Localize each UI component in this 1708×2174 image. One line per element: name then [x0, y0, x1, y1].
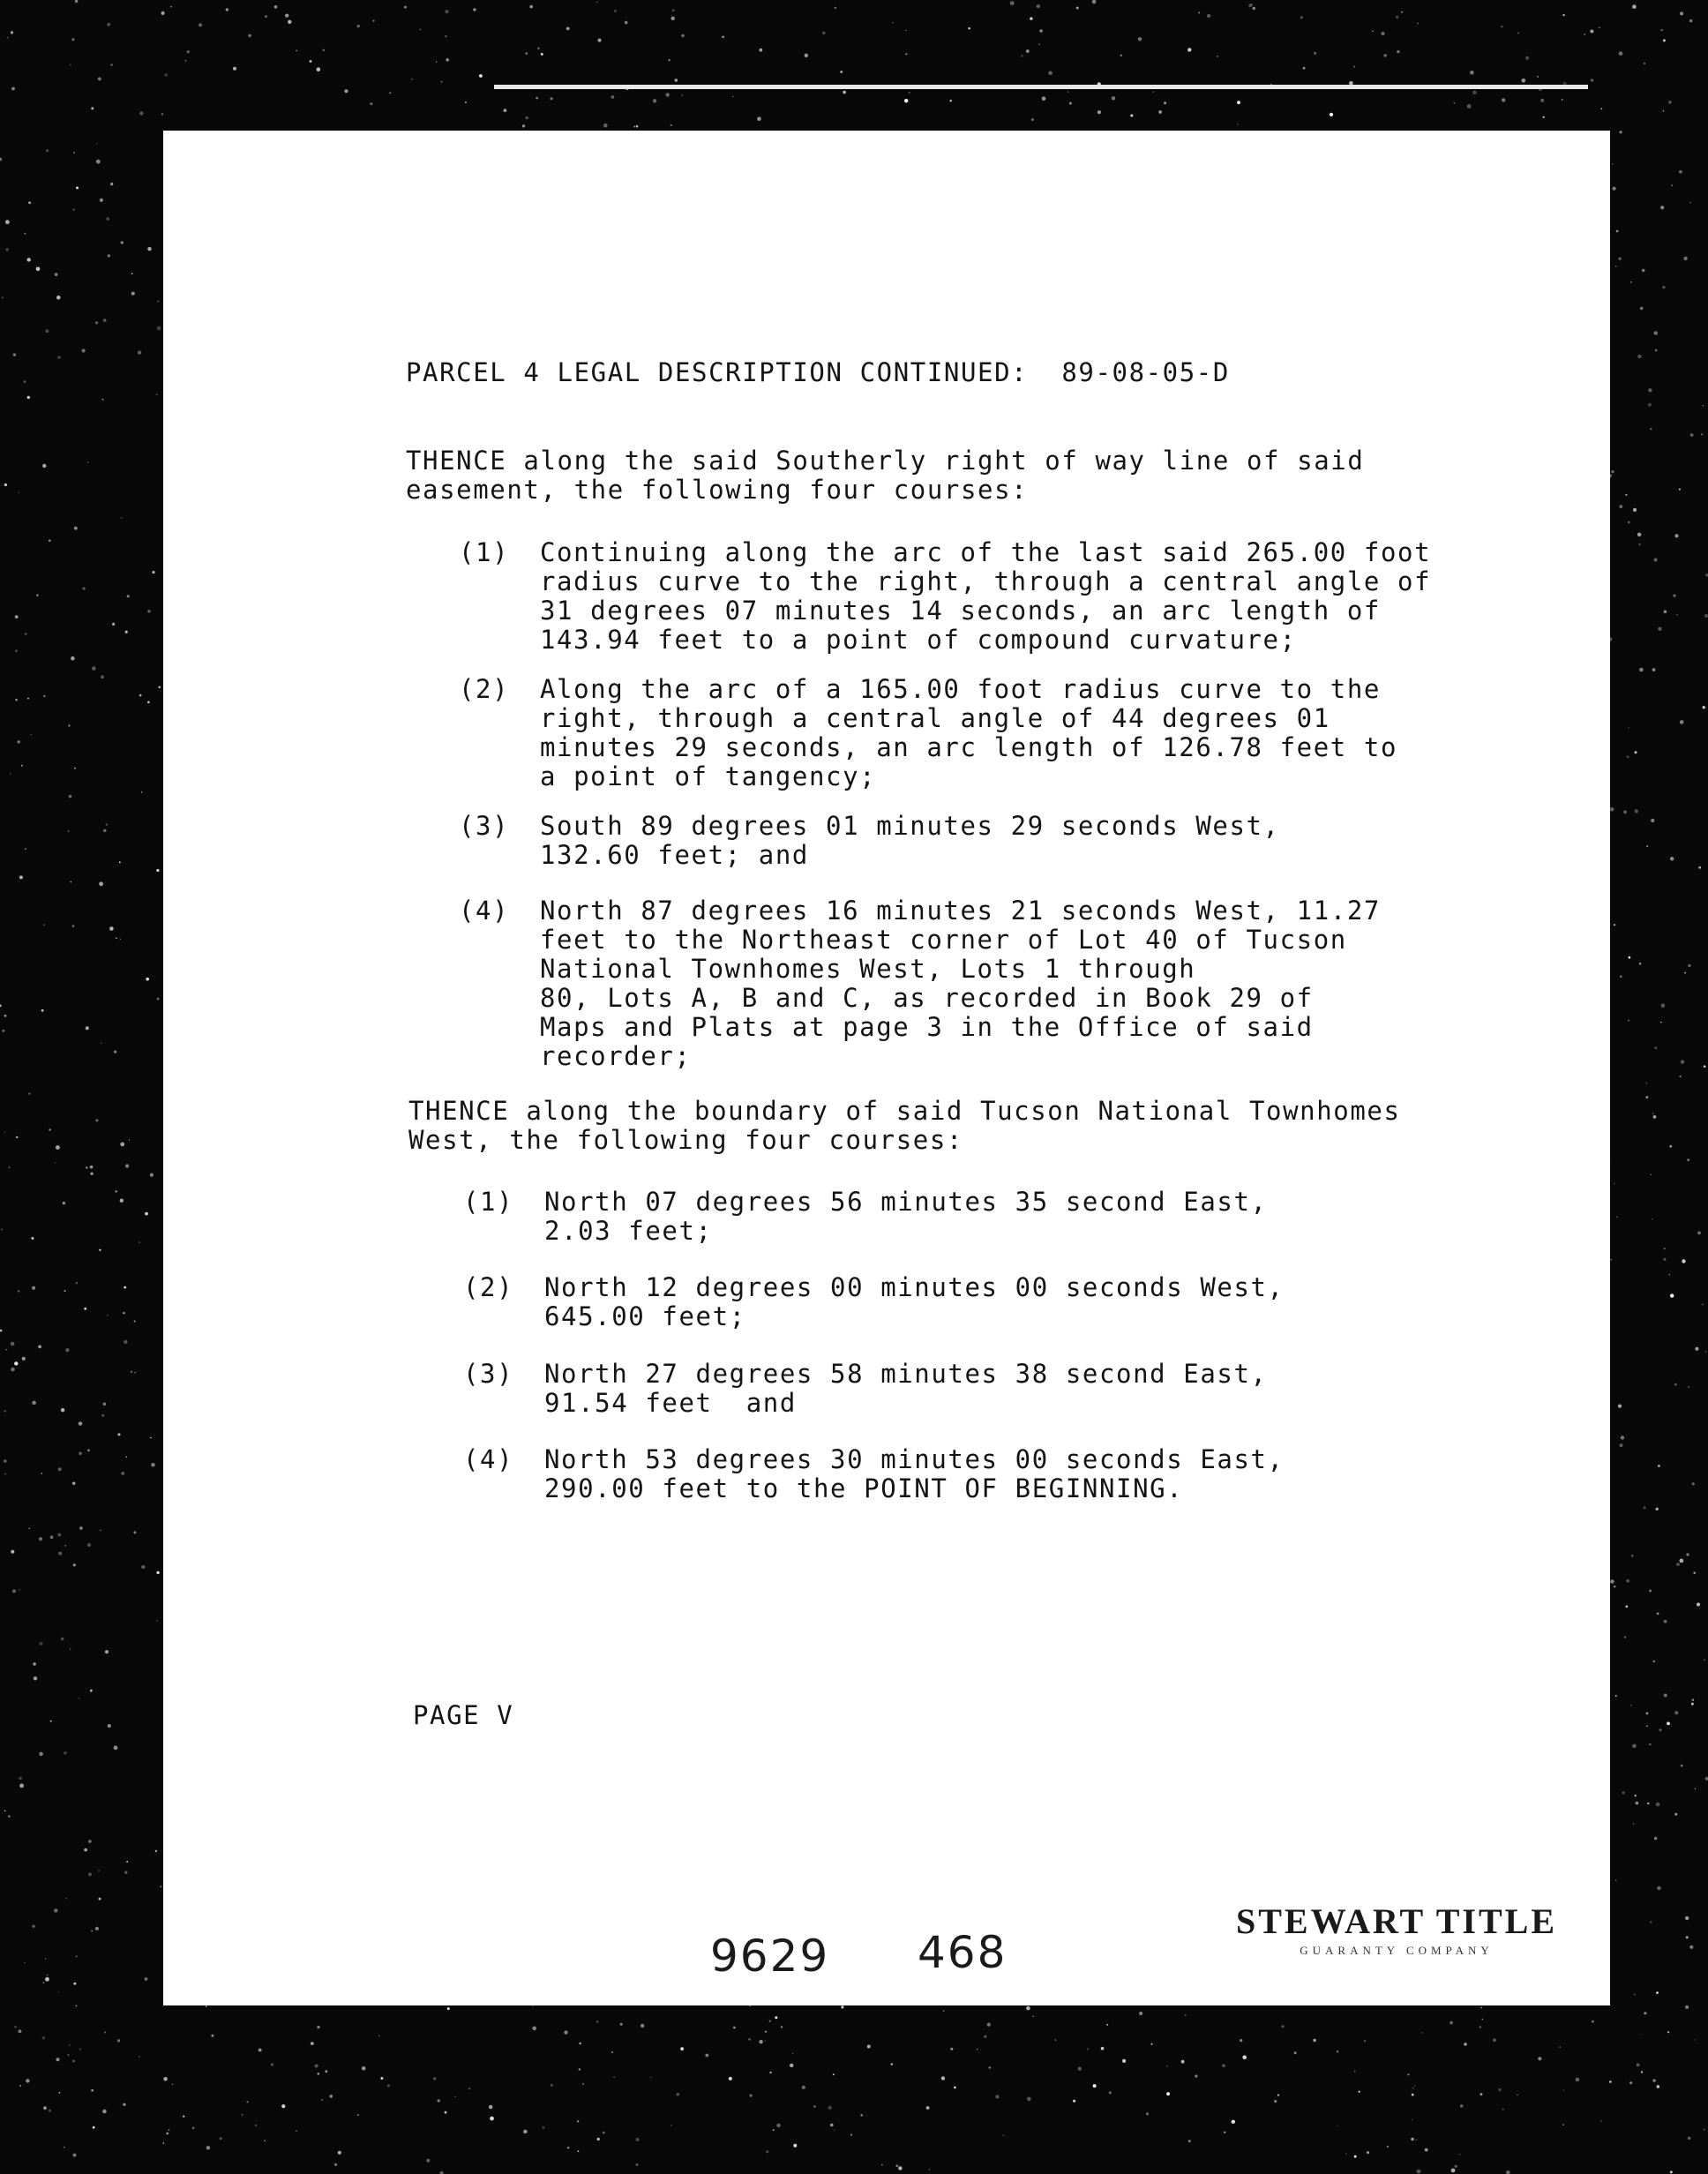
course-number: (1): [459, 537, 510, 567]
header-title: PARCEL 4 LEGAL DESCRIPTION CONTINUED:: [406, 357, 1029, 387]
course-text: Continuing along the arc of the last said 265.00 foot radius curve to the right, through a central angle of 31 degrees 07 minutes 14 seconds, an arc length of 143.94 feet to a point of compound curvature;: [540, 537, 1432, 655]
scan-edge-rule: [494, 85, 1588, 89]
document-page: [163, 131, 1610, 2005]
section2-intro: THENCE along the boundary of said Tucson National Townhomes West, the following four courses:: [408, 1096, 1401, 1155]
section2-course-2: [463, 1273, 1285, 1331]
course-number: (4): [463, 1444, 514, 1474]
course-text: North 12 degrees 00 minutes 00 seconds West, 645.00 feet;: [544, 1272, 1285, 1331]
section1-course-3: [459, 812, 1280, 870]
logo-name: STEWART TITLE: [1235, 1901, 1558, 1941]
course-text: North 07 degrees 56 minutes 35 second East, 2.03 feet;: [544, 1187, 1268, 1246]
stewart-title-logo: [1211, 1900, 1582, 1958]
course-text: North 27 degrees 58 minutes 38 second East, 91.54 feet and: [544, 1359, 1268, 1418]
page-header: [406, 358, 1230, 387]
section1-course-4: [459, 896, 1381, 1071]
course-number: (3): [463, 1359, 514, 1389]
course-number: (2): [459, 674, 510, 704]
section2-course-3: [463, 1360, 1268, 1418]
logo-subtitle: GUARANTY COMPANY: [1300, 1944, 1494, 1957]
page-stamp: 468: [918, 1927, 1008, 1978]
page-label: PAGE V: [413, 1700, 514, 1730]
section2-course-4: [463, 1445, 1285, 1503]
course-text: North 53 degrees 30 minutes 00 seconds East, 290.00 feet to the POINT OF BEGINNING.: [544, 1444, 1285, 1503]
course-number: (1): [463, 1187, 514, 1217]
section1-course-2: [459, 675, 1397, 791]
section1-course-1: [459, 538, 1431, 655]
course-number: (2): [463, 1272, 514, 1302]
doc-number: 89-08-05-D: [1061, 357, 1230, 387]
section2-course-1: [463, 1188, 1268, 1246]
course-number: (3): [459, 811, 510, 841]
course-number: (4): [459, 896, 510, 926]
docket-stamp: 9629: [710, 1930, 830, 1982]
course-text: North 87 degrees 16 minutes 21 seconds West, 11.27 feet to the Northeast corner of Lot 40 of Tucson National Townhomes West, Lots 1 through 80, Lots A, B and C, as recorded in Book 29 of Maps and Plats at page 3 in the Office of said recorder;: [540, 896, 1381, 1071]
course-text: South 89 degrees 01 minutes 29 seconds West, 132.60 feet; and: [540, 811, 1280, 870]
course-text: Along the arc of a 165.00 foot radius curve to the right, through a central angle of 44 degrees 01 minutes 29 seconds, an arc length of 126.78 feet to a point of tangency;: [540, 674, 1398, 791]
section1-intro: THENCE along the said Southerly right of way line of said easement, the following four courses:: [406, 446, 1365, 505]
